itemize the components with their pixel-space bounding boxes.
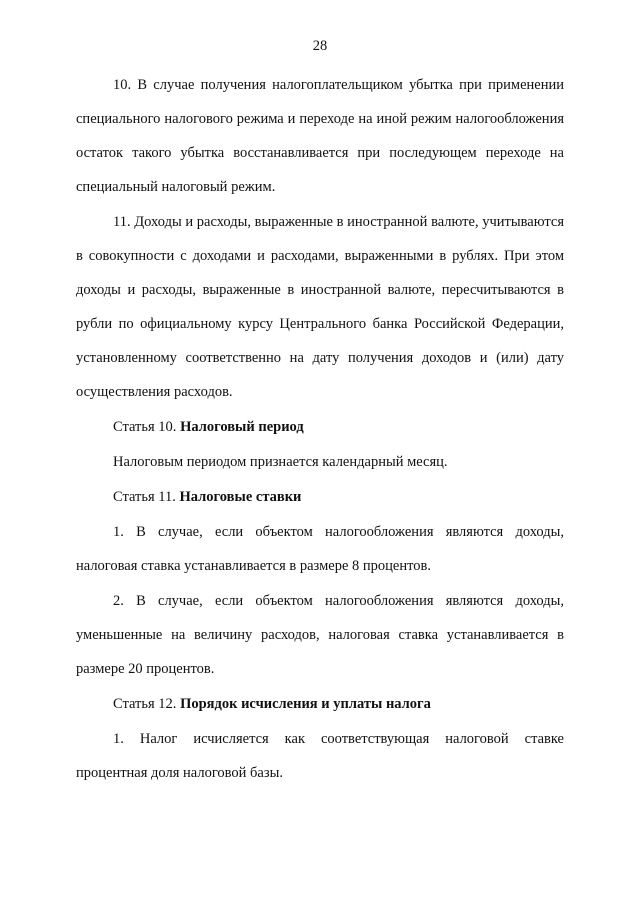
paragraph-10: 10. В случае получения налогоплательщиком убытка при применении специального налогового режима и переходе на иной режим налогообложения остаток такого убытка восстанавливается при последующем переходе на специальный налоговый режим. (76, 77, 564, 195)
article-12-paragraph-1: 1. Налог исчисляется как соответствующая налоговой ставке процентная доля налоговой базы. (76, 731, 564, 781)
article-10-title: Налоговый период (180, 419, 304, 435)
article-10-text: Налоговым периодом признается календарный месяц. (113, 454, 448, 470)
paragraph-11: 11. Доходы и расходы, выраженные в иностранной валюте, учитываются в совокупности с доходами и расходами, выраженными в рублях. При этом доходы и расходы, выраженные в иностранной валюте, пересчитываются в рубли по официальному курсу Центрального банка Российской Федерации, установленному соответственно на дату получения доходов и (или) дату осуществления расходов. (76, 214, 564, 400)
document-body (76, 68, 564, 791)
article-11-label: Статья 11. (113, 489, 176, 505)
article-10-heading (76, 410, 564, 444)
article-12-heading (76, 687, 564, 721)
article-10-label: Статья 10. (113, 419, 177, 435)
article-12-label: Статья 12. (113, 696, 177, 712)
page-number: 28 (312, 38, 328, 54)
article-11-paragraph-1: 1. В случае, если объектом налогообложения являются доходы, налоговая ставка устанавливается в размере 8 процентов. (76, 524, 564, 574)
article-11-heading (76, 480, 564, 514)
article-11-title: Налоговые ставки (179, 489, 302, 505)
article-12-title: Порядок исчисления и уплаты налога (180, 696, 431, 712)
article-11-paragraph-2: 2. В случае, если объектом налогообложения являются доходы, уменьшенные на величину расходов, налоговая ставка устанавливается в размере 20 процентов. (76, 593, 564, 677)
